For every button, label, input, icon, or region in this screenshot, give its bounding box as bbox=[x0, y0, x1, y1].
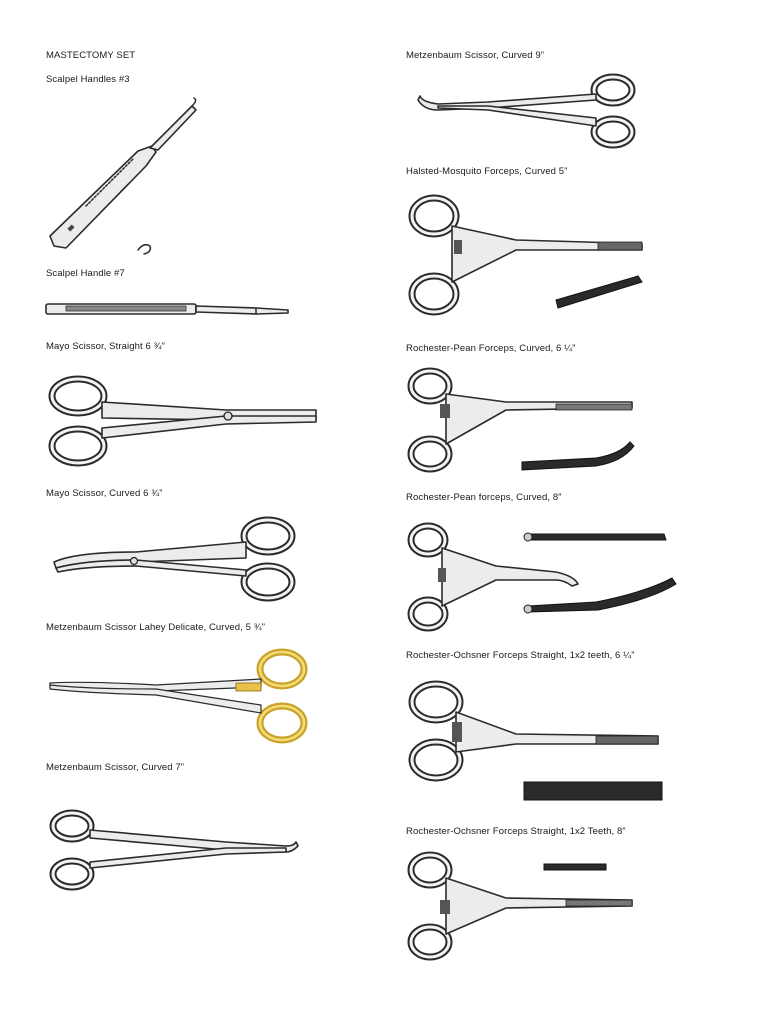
metzenbaum-lahey-scissor-icon bbox=[46, 645, 311, 750]
item-label-mayo-scissor-straight: Mayo Scissor, Straight 6 ¾” bbox=[46, 341, 165, 352]
item-label-scalpel-handle-7: Scalpel Handle #7 bbox=[46, 268, 125, 279]
rochester-ochsner-forceps-6-icon bbox=[406, 676, 666, 806]
metzenbaum-scissor-7-icon bbox=[46, 806, 301, 896]
halsted-mosquito-forceps-icon bbox=[406, 190, 651, 320]
set-title: MASTECTOMY SET bbox=[46, 50, 136, 61]
rochester-pean-forceps-6-icon bbox=[406, 366, 636, 476]
item-label-metzenbaum-7: Metzenbaum Scissor, Curved 7” bbox=[46, 762, 185, 773]
item-label-rochester-ochsner-6: Rochester-Ochsner Forceps Straight, 1x2 teeth, 6 ¼” bbox=[406, 650, 635, 661]
item-label-rochester-ochsner-8: Rochester-Ochsner Forceps Straight, 1x2 Teeth, 8” bbox=[406, 826, 626, 837]
item-label-mayo-scissor-curved: Mayo Scissor, Curved 6 ¾” bbox=[46, 488, 163, 499]
rochester-pean-forceps-8-icon bbox=[406, 522, 681, 632]
metzenbaum-scissor-9-icon bbox=[418, 70, 643, 155]
item-label-metzenbaum-lahey: Metzenbaum Scissor Lahey Delicate, Curved, 5 ¾” bbox=[46, 622, 266, 633]
item-label-rochester-pean-6: Rochester-Pean Forceps, Curved, 6 ¼” bbox=[406, 343, 576, 354]
mayo-scissor-straight-icon bbox=[46, 372, 321, 472]
scalpel-handle-7-icon bbox=[46, 300, 291, 322]
item-label-rochester-pean-8: Rochester-Pean forceps, Curved, 8” bbox=[406, 492, 562, 503]
item-label-scalpel-handles-3: Scalpel Handles #3 bbox=[46, 74, 130, 85]
item-label-halsted-mosquito: Halsted-Mosquito Forceps, Curved 5” bbox=[406, 166, 568, 177]
rochester-ochsner-forceps-8-icon bbox=[406, 850, 641, 965]
item-label-metzenbaum-9: Metzenbaum Scissor, Curved 9” bbox=[406, 50, 545, 61]
scalpel-handle-3-icon bbox=[46, 96, 206, 261]
mayo-scissor-curved-icon bbox=[46, 512, 301, 607]
